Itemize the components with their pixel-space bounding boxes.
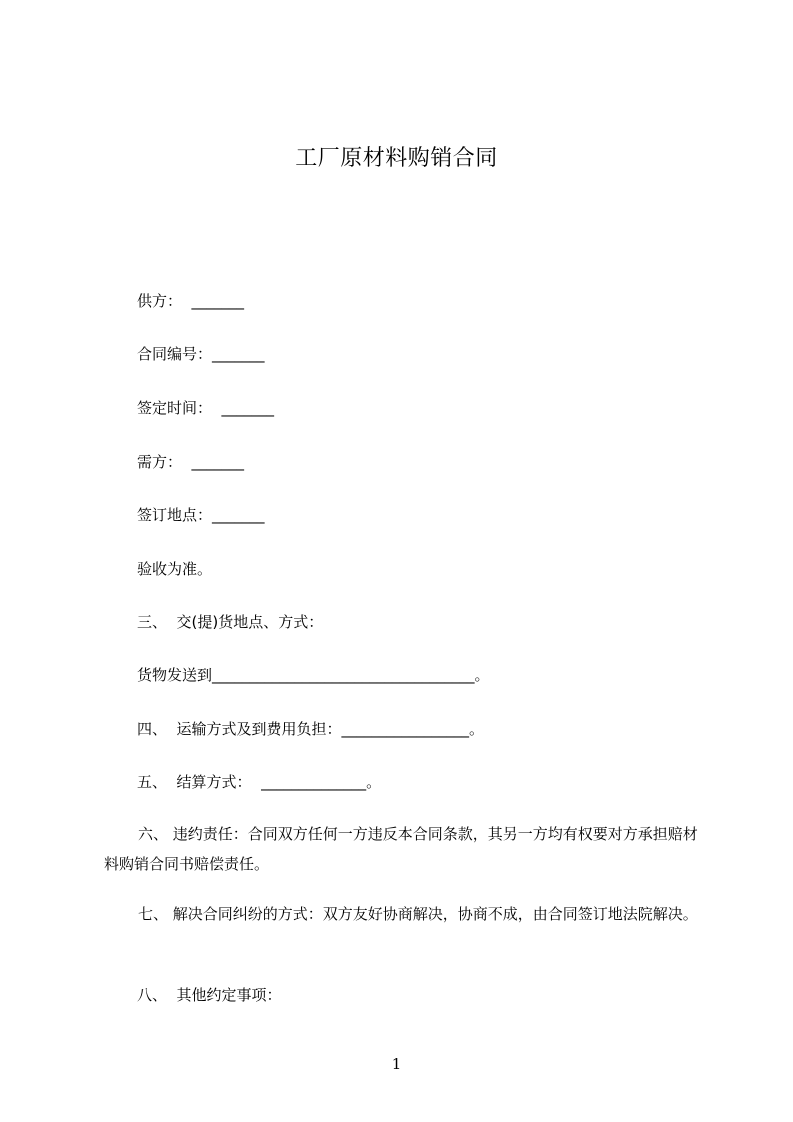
- section-6: 六、 违约责任：合同双方任何一方违反本合同条款，其另一方均有权要对方承担赔材料购销合同书赔偿责任。: [104, 825, 698, 873]
- buyer-field: 需方： _______: [137, 453, 245, 471]
- signing-time-field: 签定时间： _______: [137, 399, 275, 417]
- section-3-detail: 货物发送到___________________________________。: [137, 666, 490, 684]
- supplier-field: 供方： _______: [137, 292, 245, 310]
- section-4: 四、 运输方式及到费用负担：_________________。: [137, 720, 485, 738]
- page-number: 1: [391, 1055, 402, 1073]
- section-7: 七、 解决合同纠纷的方式：双方友好协商解决，协商不成，由合同签订地法院解决。: [138, 905, 698, 923]
- signing-place-field: 签订地点：_______: [137, 506, 265, 524]
- section-8: 八、 其他约定事项：: [137, 986, 282, 1004]
- document-title: 工厂原材料购销合同: [295, 146, 498, 171]
- section-5: 五、 结算方式： ______________。: [137, 773, 382, 791]
- section-3-heading: 三、 交(提)货地点、方式：: [137, 613, 324, 631]
- contract-number-field: 合同编号：_______: [137, 345, 265, 363]
- acceptance-text: 验收为准。: [137, 560, 213, 578]
